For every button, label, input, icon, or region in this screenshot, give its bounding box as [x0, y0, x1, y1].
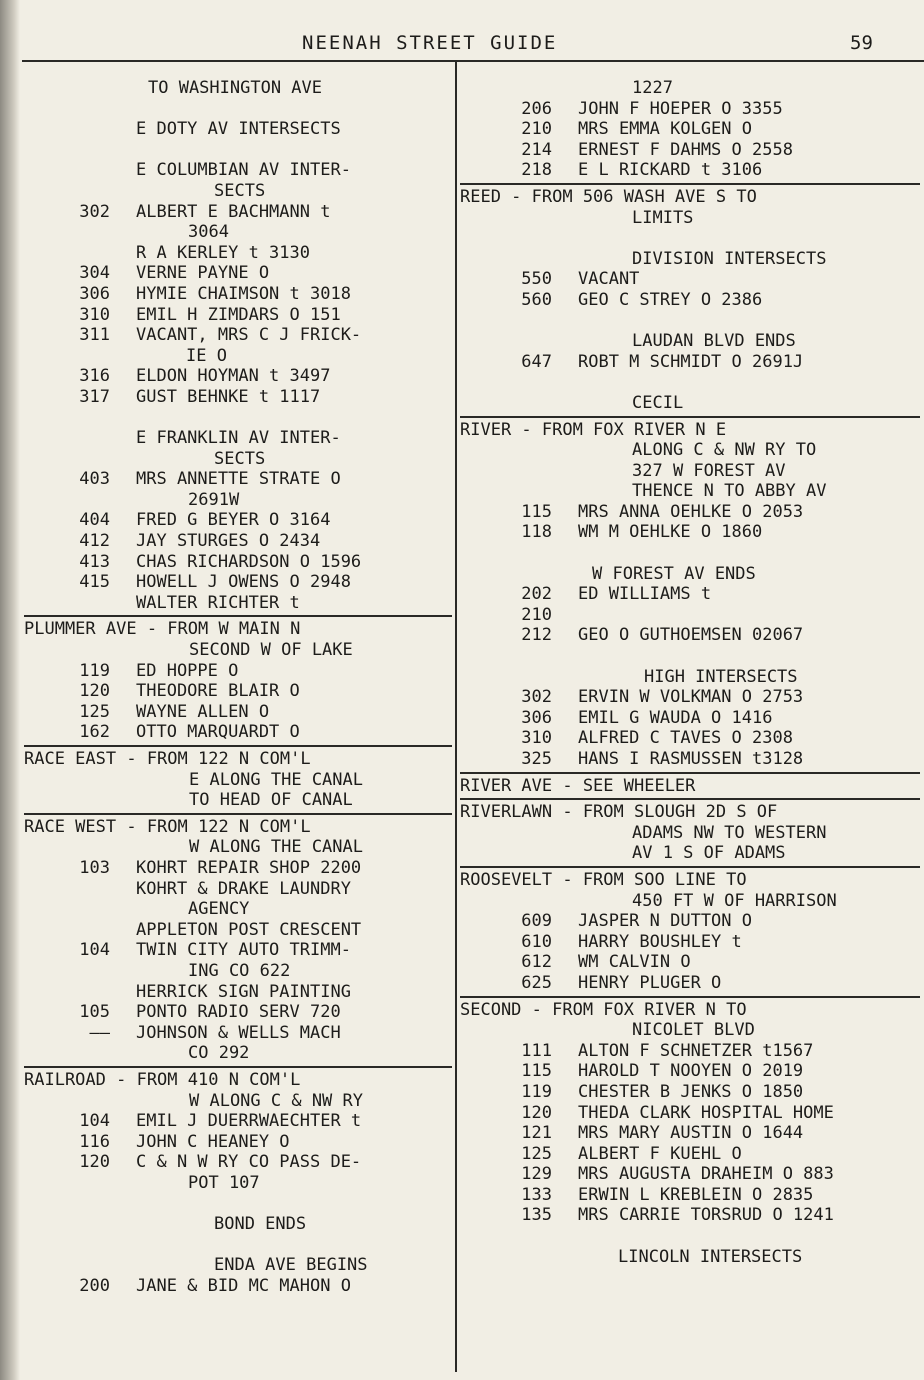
spacer	[24, 1235, 452, 1256]
street-note	[460, 461, 920, 482]
address-entry	[460, 99, 920, 120]
house-number: 104	[79, 1111, 110, 1132]
house-number: 120	[79, 1152, 110, 1173]
note-text: AGENCY	[188, 899, 250, 920]
resident-name: ED HOPPE O	[136, 660, 239, 681]
address-entry	[460, 119, 920, 140]
address-entry	[460, 625, 920, 646]
resident-name: HENRY PLUGER O	[578, 972, 722, 993]
header-rule	[22, 60, 924, 62]
house-number: 311	[79, 325, 110, 346]
address-entry	[24, 284, 452, 305]
house-number: 105	[79, 1002, 110, 1023]
column-divider	[455, 62, 457, 1372]
address-entry	[460, 911, 920, 932]
resident-name: JOHN C HEANEY O	[136, 1131, 290, 1152]
note-text: SECTS	[214, 448, 266, 469]
house-number: 129	[521, 1164, 552, 1185]
street-name: RIVER - FROM FOX RIVER N E	[460, 419, 727, 440]
house-number: 212	[521, 625, 552, 646]
address-entry	[24, 572, 452, 593]
address-entry	[24, 263, 452, 284]
resident-name: KOHRT REPAIR SHOP 2200	[136, 857, 362, 878]
house-number: 413	[79, 551, 110, 572]
address-entry	[460, 1041, 920, 1062]
note-text: KOHRT & DRAKE LAUNDRY	[136, 878, 351, 899]
street-heading	[24, 817, 452, 838]
resident-name: HARRY BOUSHLEY t	[578, 931, 742, 952]
street-note	[460, 440, 920, 461]
street-heading	[460, 776, 920, 797]
house-number: 415	[79, 572, 110, 593]
note-text: HIGH INTERSECTS	[644, 666, 798, 687]
address-entry	[460, 932, 920, 953]
address-entry	[24, 702, 452, 723]
address-entry	[460, 952, 920, 973]
house-number: 120	[79, 681, 110, 702]
resident-name: VACANT, MRS C J FRICK-	[136, 325, 362, 346]
resident-name: THEDA CLARK HOSPITAL HOME	[578, 1102, 834, 1123]
address-entry	[460, 973, 920, 994]
address-entry	[460, 160, 920, 181]
spacer	[24, 1193, 452, 1214]
note-text: SECOND W OF LAKE	[189, 640, 353, 661]
street-note	[24, 428, 452, 449]
resident-name: GEO O GUTHOEMSEN 02067	[578, 625, 804, 646]
address-entry	[460, 290, 920, 311]
street-note	[460, 891, 920, 912]
house-number: 403	[79, 469, 110, 490]
resident-name: FRED G BEYER O 3164	[136, 510, 331, 531]
street-note	[24, 449, 452, 470]
page-number: 59	[850, 32, 873, 54]
address-entry	[24, 722, 452, 743]
right-column	[460, 78, 920, 1267]
house-number: 206	[521, 98, 552, 119]
house-number: 118	[521, 522, 552, 543]
street-note	[24, 837, 452, 858]
house-number: 115	[521, 1061, 552, 1082]
house-number: 111	[521, 1040, 552, 1061]
note-text: POT 107	[188, 1172, 260, 1193]
address-entry	[460, 1123, 920, 1144]
house-number: 550	[521, 269, 552, 290]
note-text: 1227	[632, 78, 673, 98]
resident-name: ALFRED C TAVES O 2308	[578, 728, 793, 749]
note-text: ENDA AVE BEGINS	[214, 1255, 368, 1276]
house-number: 115	[521, 501, 552, 522]
resident-name: TWIN CITY AUTO TRIMM-	[136, 940, 351, 961]
address-entry	[460, 584, 920, 605]
note-text: LAUDAN BLVD ENDS	[632, 331, 796, 352]
spacer	[460, 1226, 920, 1247]
resident-name: HYMIE CHAIMSON t 3018	[136, 283, 351, 304]
address-entry	[24, 940, 452, 961]
resident-name: CHAS RICHARDSON O 1596	[136, 551, 362, 572]
street-note	[460, 843, 920, 864]
street-name: SECOND - FROM FOX RIVER N TO	[460, 999, 747, 1020]
house-number: 119	[79, 660, 110, 681]
address-entry	[24, 1152, 452, 1173]
street-name: RACE EAST - FROM 122 N COM'L	[24, 749, 311, 769]
note-text: E DOTY AV INTERSECTS	[136, 119, 341, 140]
street-note	[24, 119, 452, 140]
street-note	[460, 331, 920, 352]
street-note	[24, 1043, 452, 1064]
address-entry	[24, 510, 452, 531]
street-heading	[460, 1000, 920, 1021]
resident-name: ED WILLIAMS t	[578, 584, 712, 605]
address-entry	[24, 387, 452, 408]
address-entry	[24, 661, 452, 682]
street-note	[24, 346, 452, 367]
house-number: 135	[521, 1205, 552, 1226]
resident-name: VACANT	[578, 269, 640, 290]
note-text: NICOLET BLVD	[632, 1020, 755, 1041]
address-entry	[24, 469, 452, 490]
resident-name: GEO C STREY O 2386	[578, 289, 763, 310]
house-number: 325	[521, 749, 552, 769]
street-note	[24, 1173, 452, 1194]
spacer	[460, 646, 920, 667]
street-note	[460, 208, 920, 229]
street-heading	[460, 420, 920, 441]
street-note	[460, 393, 920, 414]
address-entry	[460, 140, 920, 161]
address-entry	[460, 522, 920, 543]
street-note	[24, 899, 452, 920]
street-note	[24, 222, 452, 243]
street-note	[24, 790, 452, 811]
address-entry	[24, 681, 452, 702]
street-note	[24, 1255, 452, 1276]
resident-name: EMIL H ZIMDARS O 151	[136, 304, 341, 325]
address-entry	[460, 749, 920, 770]
house-number: 202	[521, 584, 552, 605]
address-entry	[460, 1205, 920, 1226]
address-entry	[24, 1132, 452, 1153]
street-note	[24, 181, 452, 202]
note-text: ALONG C & NW RY TO	[632, 440, 817, 461]
house-number: 116	[79, 1131, 110, 1152]
house-number: 218	[521, 160, 552, 181]
note-text: 3064	[188, 222, 229, 243]
note-text: THENCE N TO ABBY AV	[632, 481, 827, 502]
street-name: RIVER AVE - SEE WHEELER	[460, 775, 696, 796]
street-name: ROOSEVELT - FROM SOO LINE TO	[460, 869, 747, 890]
resident-name: CHESTER B JENKS O 1850	[578, 1081, 804, 1102]
note-text: LINCOLN INTERSECTS	[618, 1246, 803, 1267]
address-entry	[460, 502, 920, 523]
street-note	[24, 640, 452, 661]
resident-name: PONTO RADIO SERV 720	[136, 1002, 341, 1023]
street-note	[460, 564, 920, 585]
note-text: ING CO 622	[188, 960, 291, 981]
house-number: 310	[79, 304, 110, 325]
spacer	[460, 228, 920, 249]
street-heading	[460, 802, 920, 823]
address-entry	[24, 552, 452, 573]
house-number: 125	[521, 1143, 552, 1164]
note-text: 327 W FOREST AV	[632, 460, 786, 481]
street-note	[24, 770, 452, 791]
house-number: 210	[521, 119, 552, 140]
house-number: 121	[521, 1123, 552, 1144]
address-entry	[460, 708, 920, 729]
house-number: 125	[79, 701, 110, 722]
resident-name: WAYNE ALLEN O	[136, 701, 270, 722]
street-heading	[24, 749, 452, 770]
house-number: 304	[79, 263, 110, 284]
note-text: CO 292	[188, 1043, 250, 1064]
house-number: 612	[521, 952, 552, 973]
note-text: CECIL	[632, 392, 684, 413]
street-note	[24, 982, 452, 1003]
note-text: TO WASHINGTON AVE	[148, 78, 322, 98]
resident-name: HANS I RASMUSSEN t3128	[578, 749, 804, 769]
house-number: 103	[79, 857, 110, 878]
street-note	[24, 920, 452, 941]
note-text: WALTER RICHTER t	[136, 592, 300, 613]
spacer	[24, 140, 452, 161]
page-binding-edge	[0, 0, 20, 1380]
street-name: RAILROAD - FROM 410 N COM'L	[24, 1069, 301, 1090]
street-heading	[460, 870, 920, 891]
street-note	[460, 823, 920, 844]
resident-name: HAROLD T NOOYEN O 2019	[578, 1061, 804, 1082]
note-text: E ALONG THE CANAL	[189, 769, 363, 790]
spacer	[460, 372, 920, 393]
resident-name: THEODORE BLAIR O	[136, 681, 300, 702]
address-entry	[460, 352, 920, 373]
note-text: APPLETON POST CRESCENT	[136, 919, 362, 940]
address-entry	[24, 858, 452, 879]
note-text: BOND ENDS	[214, 1214, 307, 1235]
street-note	[24, 1091, 452, 1112]
resident-name: OTTO MARQUARDT O	[136, 722, 300, 743]
resident-name: MRS MARY AUSTIN O 1644	[578, 1123, 804, 1144]
street-note	[24, 593, 452, 614]
house-number: 120	[521, 1102, 552, 1123]
house-number: 610	[521, 931, 552, 952]
street-name: PLUMMER AVE - FROM W MAIN N	[24, 619, 301, 640]
spacer	[460, 543, 920, 564]
resident-name: HOWELL J OWENS O 2948	[136, 572, 351, 593]
street-note	[460, 481, 920, 502]
house-number: 306	[79, 283, 110, 304]
resident-name: EMIL G WAUDA O 1416	[578, 707, 773, 728]
street-note	[460, 249, 920, 270]
house-number: 625	[521, 972, 552, 993]
address-entry	[460, 1061, 920, 1082]
note-text: DIVISION INTERSECTS	[632, 248, 827, 269]
street-heading	[460, 187, 920, 208]
address-entry	[24, 305, 452, 326]
address-entry	[24, 366, 452, 387]
resident-name: ALBERT F KUEHL O	[578, 1143, 742, 1164]
house-number: 316	[79, 366, 110, 387]
resident-name: C & N W RY CO PASS DE-	[136, 1152, 362, 1173]
house-number: 133	[521, 1184, 552, 1205]
resident-name: MRS EMMA KOLGEN O	[578, 119, 752, 140]
house-number: 310	[521, 728, 552, 749]
address-entry	[460, 687, 920, 708]
note-text: HERRICK SIGN PAINTING	[136, 981, 351, 1002]
house-number: 609	[521, 911, 552, 932]
resident-name: GUST BEHNKE t 1117	[136, 386, 321, 407]
address-entry	[24, 1276, 452, 1297]
resident-name: JOHN F HOEPER O 3355	[578, 98, 783, 119]
page-header	[0, 28, 924, 60]
note-text: LIMITS	[632, 207, 694, 228]
house-number: 317	[79, 386, 110, 407]
note-text: E COLUMBIAN AV INTER-	[136, 160, 351, 181]
street-name: RIVERLAWN - FROM SLOUGH 2D S OF	[460, 802, 778, 823]
left-column	[24, 78, 452, 1296]
address-entry	[460, 1082, 920, 1103]
house-number: 560	[521, 289, 552, 310]
resident-name: ALTON F SCHNETZER t1567	[578, 1040, 814, 1061]
note-text: 450 FT W OF HARRISON	[632, 890, 837, 911]
address-entry	[460, 1144, 920, 1165]
house-number: 306	[521, 707, 552, 728]
street-note	[460, 1247, 920, 1268]
house-number: ——	[89, 1022, 110, 1043]
note-text: IE O	[186, 345, 227, 366]
street-note	[460, 78, 920, 99]
street-name: REED - FROM 506 WASH AVE S TO	[460, 186, 757, 207]
resident-name: VERNE PAYNE O	[136, 263, 270, 284]
street-note	[24, 78, 452, 99]
house-number: 404	[79, 510, 110, 531]
note-text: R A KERLEY t 3130	[136, 242, 310, 263]
note-text: 2691W	[188, 489, 240, 510]
street-note	[24, 160, 452, 181]
house-number: 302	[521, 687, 552, 708]
page-title: NEENAH STREET GUIDE	[302, 32, 558, 54]
street-note	[24, 243, 452, 264]
house-number: 302	[79, 201, 110, 222]
resident-name: E L RICKARD t 3106	[578, 160, 763, 181]
resident-name: MRS ANNETTE STRATE O	[136, 469, 341, 490]
house-number: 412	[79, 531, 110, 552]
street-heading	[24, 1070, 452, 1091]
address-entry	[24, 531, 452, 552]
street-note	[460, 667, 920, 688]
resident-name: ALBERT E BACHMANN t	[136, 201, 331, 222]
note-text: E FRANKLIN AV INTER-	[136, 428, 341, 449]
resident-name: JAY STURGES O 2434	[136, 531, 321, 552]
house-number: 210	[521, 604, 552, 625]
resident-name: MRS AUGUSTA DRAHEIM O 883	[578, 1164, 834, 1185]
address-entry	[24, 1002, 452, 1023]
street-note	[460, 1020, 920, 1041]
street-note	[24, 1214, 452, 1235]
note-text: ADAMS NW TO WESTERN	[632, 822, 827, 843]
note-text: AV 1 S OF ADAMS	[632, 843, 786, 864]
address-entry	[460, 605, 920, 626]
street-note	[24, 961, 452, 982]
note-text: W FOREST AV ENDS	[592, 563, 756, 584]
note-text: SECTS	[214, 180, 266, 201]
resident-name: ELDON HOYMAN t 3497	[136, 366, 331, 387]
resident-name: ROBT M SCHMIDT O 2691J	[578, 351, 804, 372]
resident-name: ERVIN W VOLKMAN O 2753	[578, 687, 804, 708]
street-name: RACE WEST - FROM 122 N COM'L	[24, 816, 311, 837]
street-heading	[24, 619, 452, 640]
house-number: 214	[521, 139, 552, 160]
address-entry	[460, 269, 920, 290]
resident-name: ERNEST F DAHMS O 2558	[578, 139, 793, 160]
spacer	[460, 311, 920, 332]
address-entry	[460, 1164, 920, 1185]
spacer	[24, 408, 452, 429]
spacer	[24, 99, 452, 120]
address-entry	[460, 1185, 920, 1206]
house-number: 200	[79, 1275, 110, 1296]
address-entry	[24, 202, 452, 223]
house-number: 162	[79, 722, 110, 743]
address-entry	[460, 1103, 920, 1124]
resident-name: MRS ANNA OEHLKE O 2053	[578, 501, 804, 522]
resident-name: JASPER N DUTTON O	[578, 911, 752, 932]
resident-name: JANE & BID MC MAHON O	[136, 1275, 351, 1296]
address-entry	[24, 1023, 452, 1044]
resident-name: MRS CARRIE TORSRUD O 1241	[578, 1205, 834, 1226]
resident-name: JOHNSON & WELLS MACH	[136, 1022, 341, 1043]
address-entry	[24, 1111, 452, 1132]
note-text: W ALONG THE CANAL	[189, 837, 363, 858]
resident-name: EMIL J DUERRWAECHTER t	[136, 1111, 362, 1132]
note-text: TO HEAD OF CANAL	[189, 790, 353, 811]
house-number: 104	[79, 940, 110, 961]
street-note	[24, 490, 452, 511]
resident-name: WM M OEHLKE O 1860	[578, 522, 763, 543]
house-number: 119	[521, 1081, 552, 1102]
resident-name: WM CALVIN O	[578, 952, 691, 973]
address-entry	[460, 728, 920, 749]
resident-name: ERWIN L KREBLEIN O 2835	[578, 1184, 814, 1205]
street-note	[24, 879, 452, 900]
address-entry	[24, 325, 452, 346]
note-text: W ALONG C & NW RY	[189, 1090, 363, 1111]
house-number: 647	[521, 351, 552, 372]
